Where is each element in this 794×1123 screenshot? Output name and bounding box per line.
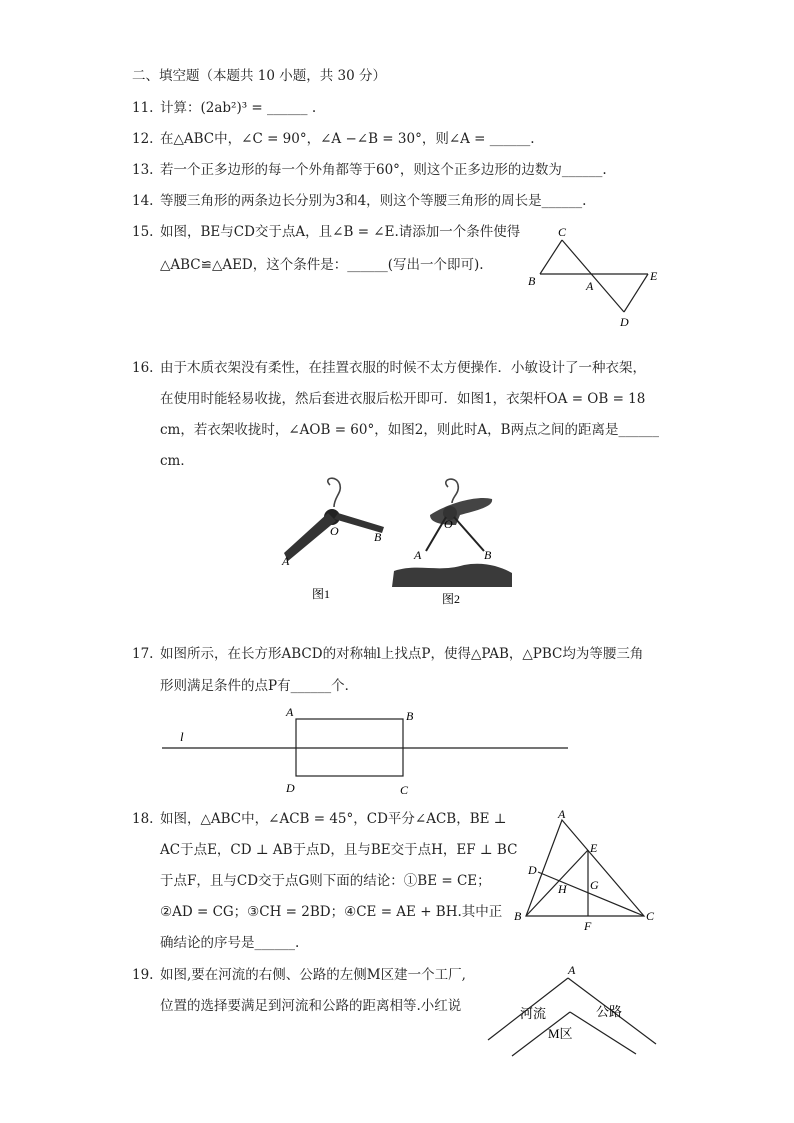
label-E: E — [650, 269, 658, 283]
label-A: A — [586, 279, 594, 293]
q18-text-line1: 如图，△ABC中，∠ACB = 45°，CD平分∠ACB，BE ⊥ — [160, 811, 507, 827]
q15-text-line1: 如图，BE与CD交于点A，且∠B = ∠E.请添加一个条件使得 — [160, 224, 521, 240]
fig1-caption: 图1 — [312, 587, 331, 601]
fig1-label-B: B — [374, 530, 382, 544]
label-A: A — [286, 705, 294, 719]
label-A: A — [558, 808, 566, 821]
q12-number: 12. — [132, 131, 154, 147]
q17-text-line2: 形则满足条件的点P有______个． — [160, 678, 359, 694]
fig2-caption: 图2 — [442, 592, 461, 606]
q19-figure — [482, 962, 662, 1062]
label-river: 河流 — [520, 1006, 547, 1021]
q14-text: 等腰三角形的两条边长分别为3和4，则这个等腰三角形的周长是______. — [160, 193, 587, 209]
label-D: D — [620, 315, 629, 329]
q12-text: 在△ABC中，∠C = 90°，∠A −∠B = 30°，则∠A = ______. — [160, 131, 535, 147]
q19-text-line1: 如图,要在河流的右侧、公路的左侧M区建一个工厂, — [160, 967, 466, 983]
q15-number: 15. — [132, 224, 154, 240]
q15-text-line2: △ABC≌△AED，这个条件是：______(写出一个即可). — [160, 257, 484, 273]
fig2-label-B: B — [484, 548, 492, 562]
hanger-figure-2 — [392, 479, 512, 606]
fig1-label-O: O — [330, 524, 339, 538]
q17-figure — [158, 702, 578, 797]
q15-figure — [520, 222, 680, 332]
label-C: C — [646, 909, 655, 923]
label-D: D — [286, 781, 295, 795]
fig1-label-A: A — [282, 554, 290, 568]
q17-text-line1: 如图所示，在长方形ABCD的对称轴l上找点P，使得△PAB，△PBC均为等腰三角 — [160, 646, 644, 662]
label-C: C — [400, 783, 409, 797]
label-l: l — [180, 729, 184, 744]
hanger-figure-1 — [281, 478, 384, 601]
q18-text-line5: 确结论的序号是______. — [160, 935, 300, 951]
section-title: 二、填空题（本题共 10 小题，共 30 分） — [132, 68, 387, 84]
label-B: B — [406, 709, 414, 723]
q16-text-line1: 由于木质衣架没有柔性，在挂置衣服的时候不太方便操作．小敏设计了一种衣架， — [160, 360, 646, 376]
label-E: E — [590, 841, 598, 855]
label-B: B — [528, 274, 536, 288]
label-A: A — [568, 963, 576, 977]
q11-text: 计算：(2ab²)³ = ______ . — [160, 100, 317, 116]
label-H: H — [558, 882, 567, 896]
q16-number: 16. — [132, 360, 154, 376]
q14-number: 14. — [132, 193, 154, 209]
q18-figure — [510, 808, 660, 933]
fig2-label-A: A — [414, 548, 422, 562]
q16-figure — [278, 475, 528, 610]
q18-number: 18. — [132, 811, 154, 827]
q19-text-line2: 位置的选择要满足到河流和公路的距离相等.小红说 — [160, 998, 462, 1014]
q19-number: 19. — [132, 967, 154, 983]
label-F: F — [584, 919, 592, 933]
q16-text-line2: 在使用时能轻易收拢，然后套进衣服后松开即可．如图1，衣架杆OA = OB = 18 — [160, 391, 646, 407]
label-G: G — [590, 878, 599, 892]
label-road: 公路 — [596, 1004, 623, 1019]
fig2-label-O: O — [444, 517, 453, 531]
q11-number: 11. — [132, 100, 154, 116]
label-C: C — [558, 225, 567, 239]
q18-text-line4: ②AD = CG；③CH = 2BD；④CE = AE + BH.其中正 — [160, 904, 503, 920]
q13-number: 13. — [132, 162, 154, 178]
label-m-zone: M区 — [548, 1026, 573, 1041]
label-D: D — [528, 863, 537, 877]
q18-text-line3: 于点F，且与CD交于点G则下面的结论：①BE = CE； — [160, 873, 491, 889]
label-B: B — [514, 909, 522, 923]
q17-number: 17. — [132, 646, 154, 662]
q16-text-line3: cm，若衣架收拢时，∠AOB = 60°，如图2，则此时A，B两点之间的距离是______ — [160, 422, 659, 438]
q16-text-line4: cm． — [160, 453, 194, 469]
q18-text-line2: AC于点E，CD ⊥ AB于点D，且与BE交于点H，EF ⊥ BC — [160, 842, 518, 858]
q13-text: 若一个正多边形的每一个外角都等于60°，则这个正多边形的边数为______. — [160, 162, 607, 178]
